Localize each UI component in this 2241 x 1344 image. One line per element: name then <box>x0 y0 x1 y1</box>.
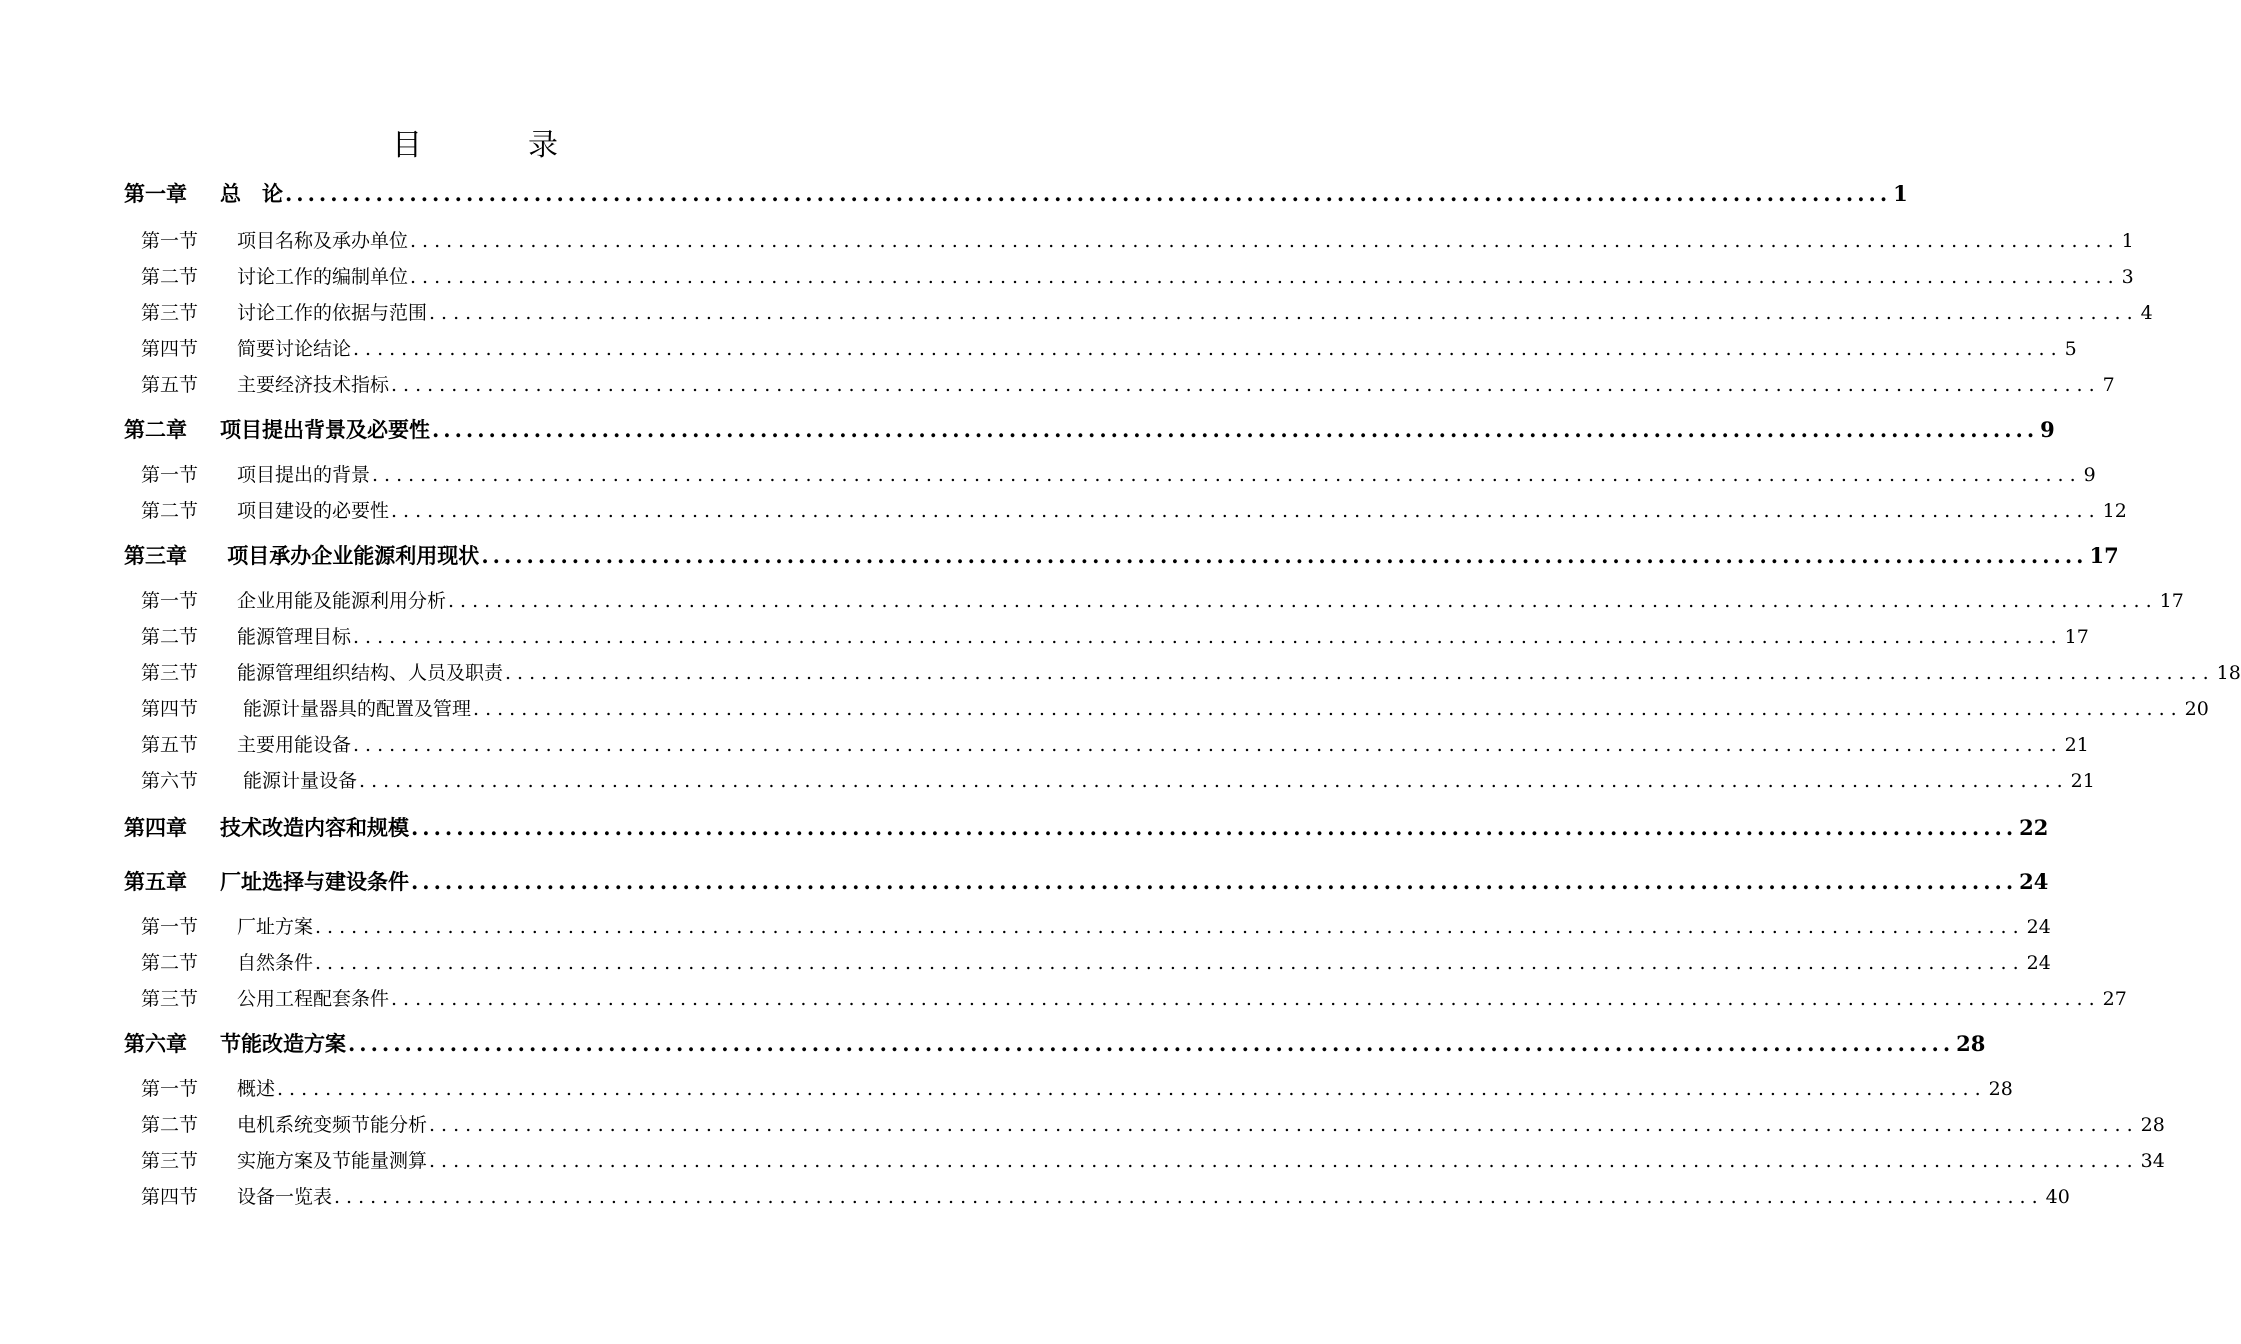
toc-leader-dots: .............................................................................................................................................. <box>429 1114 2139 1136</box>
toc-entry-label <box>141 622 351 649</box>
toc-section-entry[interactable] <box>141 1110 2165 1138</box>
toc-entry-title: 厂址选择与建设条件 <box>220 869 409 894</box>
toc-page-number: 21 <box>2064 734 2089 756</box>
toc-entry-number: 第五节 <box>141 374 199 396</box>
toc-entry-number: 第六节 <box>141 770 199 792</box>
toc-entry-title: 项目建设的必要性 <box>237 500 390 522</box>
toc-entry-label <box>141 1146 427 1173</box>
toc-leader-dots: .............................................................................................................................................. <box>410 230 2120 252</box>
toc-chapter-entry[interactable] <box>124 866 2049 896</box>
toc-entry-number: 第二章 <box>124 417 187 442</box>
toc-entry-label <box>141 766 357 793</box>
toc-page-number: 21 <box>2070 770 2095 792</box>
toc-leader-dots: .............................................................................................................................................. <box>391 988 2101 1010</box>
toc-leader-dots: .............................................................................................................................................. <box>473 698 2183 720</box>
toc-leader-dots: .............................................................................................................................................. <box>285 181 1892 206</box>
toc-page-number: 4 <box>2140 302 2153 324</box>
toc-leader-dots: .............................................................................................................................................. <box>505 662 2215 684</box>
toc-entry-number: 第三节 <box>141 662 199 684</box>
toc-page-number: 28 <box>1988 1078 2013 1100</box>
toc-entry-label <box>124 1028 346 1058</box>
toc-leader-dots: .............................................................................................................................................. <box>429 302 2139 324</box>
toc-entry-label <box>141 226 408 253</box>
toc-entry-number: 第一节 <box>141 590 199 612</box>
toc-entry-label <box>141 262 408 289</box>
toc-entry-label <box>124 178 283 208</box>
toc-leader-dots: .............................................................................................................................................. <box>391 500 2101 522</box>
toc-section-entry[interactable] <box>141 622 2089 650</box>
toc-entry-label <box>141 334 351 361</box>
toc-page-number: 20 <box>2184 698 2209 720</box>
toc-entry-number: 第三节 <box>141 1150 199 1172</box>
toc-entry-title: 电机系统变频节能分析 <box>237 1114 428 1136</box>
toc-section-entry[interactable] <box>141 1074 2013 1102</box>
toc-page-number: 18 <box>2216 662 2241 684</box>
toc-entry-title: 项目提出背景及必要性 <box>220 417 430 442</box>
toc-entry-number: 第三节 <box>141 302 199 324</box>
toc-entry-title: 厂址方案 <box>237 916 314 938</box>
toc-section-entry[interactable] <box>141 658 2241 686</box>
toc-entry-number: 第三章 <box>124 543 187 568</box>
toc-section-entry[interactable] <box>141 694 2209 722</box>
toc-entry-label <box>141 370 389 397</box>
toc-entry-title: 主要经济技术指标 <box>237 374 390 396</box>
toc-section-entry[interactable] <box>141 334 2077 362</box>
toc-page-number: 1 <box>2121 230 2134 252</box>
toc-entry-label <box>124 540 479 570</box>
toc-section-entry[interactable] <box>141 370 2115 398</box>
toc-chapter-entry[interactable] <box>124 414 2055 444</box>
toc-entry-title: 自然条件 <box>237 952 314 974</box>
toc-entry-label <box>141 1182 332 1209</box>
toc-entry-label <box>124 414 430 444</box>
toc-entry-number: 第二节 <box>141 266 199 288</box>
toc-page-number: 40 <box>2045 1186 2070 1208</box>
toc-entry-number: 第一节 <box>141 464 199 486</box>
toc-section-entry[interactable] <box>141 262 2134 290</box>
toc-entry-title: 公用工程配套条件 <box>237 988 390 1010</box>
toc-leader-dots: .............................................................................................................................................. <box>448 590 2158 612</box>
toc-leader-dots: .............................................................................................................................................. <box>348 1031 1955 1056</box>
toc-leader-dots: .............................................................................................................................................. <box>411 815 2018 840</box>
toc-leader-dots: .............................................................................................................................................. <box>353 734 2063 756</box>
toc-entry-title: 能源计量器具的配置及管理 <box>237 698 472 720</box>
toc-leader-dots: .............................................................................................................................................. <box>353 338 2063 360</box>
toc-leader-dots: .............................................................................................................................................. <box>481 543 2088 568</box>
toc-entry-label <box>124 812 409 842</box>
toc-chapter-entry[interactable] <box>124 1028 1986 1058</box>
toc-section-entry[interactable] <box>141 730 2089 758</box>
toc-entry-title: 节能改造方案 <box>220 1031 346 1056</box>
toc-entry-number: 第一节 <box>141 1078 199 1100</box>
toc-entry-number: 第五节 <box>141 734 199 756</box>
toc-entry-number: 第四节 <box>141 338 199 360</box>
toc-entry-title: 能源计量设备 <box>237 770 358 792</box>
toc-entry-label <box>124 866 409 896</box>
toc-entry-number: 第二节 <box>141 626 199 648</box>
toc-leader-dots: .............................................................................................................................................. <box>429 1150 2139 1172</box>
toc-page-number: 27 <box>2102 988 2127 1010</box>
toc-page-number: 17 <box>2159 590 2184 612</box>
toc-entry-label <box>141 658 503 685</box>
toc-entry-label <box>141 586 446 613</box>
toc-entry-number: 第二节 <box>141 500 199 522</box>
page-title: 目 录 <box>392 128 596 163</box>
toc-entry-number: 第一节 <box>141 916 199 938</box>
toc-page-number: 9 <box>2083 464 2096 486</box>
toc-entry-title: 能源管理目标 <box>237 626 352 648</box>
toc-leader-dots: .............................................................................................................................................. <box>411 869 2018 894</box>
toc-section-entry[interactable] <box>141 226 2134 254</box>
toc-entry-title: 能源管理组织结构、人员及职责 <box>237 662 504 684</box>
toc-leader-dots: .............................................................................................................................................. <box>391 374 2101 396</box>
toc-entry-label <box>141 1074 275 1101</box>
toc-entry-label <box>141 948 313 975</box>
toc-entry-number: 第一章 <box>124 181 187 206</box>
toc-entry-title: 讨论工作的编制单位 <box>237 266 409 288</box>
toc-section-entry[interactable] <box>141 496 2127 524</box>
toc-entry-number: 第四章 <box>124 815 187 840</box>
toc-entry-title: 项目承办企业能源利用现状 <box>220 543 480 568</box>
toc-leader-dots: .............................................................................................................................................. <box>277 1078 1987 1100</box>
toc-page-number: 28 <box>2140 1114 2165 1136</box>
toc-entry-label <box>141 694 471 721</box>
toc-entry-label <box>141 1110 427 1137</box>
toc-entry-title: 项目名称及承办单位 <box>237 230 409 252</box>
toc-page-number: 9 <box>2040 417 2055 442</box>
toc-entry-label <box>141 496 389 523</box>
toc-page-number: 24 <box>2026 916 2051 938</box>
toc-entry-title: 项目提出的背景 <box>237 464 371 486</box>
toc-section-entry[interactable] <box>141 948 2051 976</box>
toc-chapter-entry[interactable] <box>124 812 2049 842</box>
toc-section-entry[interactable] <box>141 298 2153 326</box>
toc-section-entry[interactable] <box>141 460 2096 488</box>
toc-page-number: 22 <box>2019 815 2049 840</box>
toc-entry-title: 实施方案及节能量测算 <box>237 1150 428 1172</box>
toc-leader-dots: .............................................................................................................................................. <box>315 916 2025 938</box>
toc-entry-title: 讨论工作的依据与范围 <box>237 302 428 324</box>
toc-entry-number: 第四节 <box>141 1186 199 1208</box>
toc-entry-label <box>141 984 389 1011</box>
toc-entry-number: 第六章 <box>124 1031 187 1056</box>
toc-section-entry[interactable] <box>141 984 2127 1012</box>
toc-page-number: 28 <box>1956 1031 1986 1056</box>
toc-chapter-entry[interactable] <box>124 540 2119 570</box>
toc-entry-label <box>141 730 351 757</box>
toc-leader-dots: .............................................................................................................................................. <box>372 464 2082 486</box>
toc-entry-number: 第二节 <box>141 1114 199 1136</box>
toc-page-number: 12 <box>2102 500 2127 522</box>
toc-section-entry[interactable] <box>141 1182 2070 1210</box>
toc-entry-number: 第二节 <box>141 952 199 974</box>
toc-entry-title: 简要讨论结论 <box>237 338 352 360</box>
toc-page-number: 17 <box>2064 626 2089 648</box>
toc-entry-title: 总 论 <box>220 181 283 206</box>
toc-entry-number: 第五章 <box>124 869 187 894</box>
toc-page-number: 24 <box>2026 952 2051 974</box>
toc-entry-number: 第三节 <box>141 988 199 1010</box>
toc-section-entry[interactable] <box>141 586 2184 614</box>
toc-entry-title: 技术改造内容和规模 <box>220 815 409 840</box>
toc-page-number: 3 <box>2121 266 2134 288</box>
toc-entry-title: 概述 <box>237 1078 276 1100</box>
toc-leader-dots: .............................................................................................................................................. <box>315 952 2025 974</box>
toc-leader-dots: .............................................................................................................................................. <box>353 626 2063 648</box>
toc-section-entry[interactable] <box>141 766 2095 794</box>
toc-leader-dots: .............................................................................................................................................. <box>334 1186 2044 1208</box>
toc-entry-number: 第四节 <box>141 698 199 720</box>
toc-entry-title: 企业用能及能源利用分析 <box>237 590 447 612</box>
toc-section-entry[interactable] <box>141 912 2051 940</box>
toc-page-number: 7 <box>2102 374 2115 396</box>
toc-page-number: 1 <box>1893 181 1908 206</box>
toc-leader-dots: .............................................................................................................................................. <box>359 770 2069 792</box>
toc-entry-number: 第一节 <box>141 230 199 252</box>
toc-page-number: 24 <box>2019 869 2049 894</box>
toc-leader-dots: .............................................................................................................................................. <box>432 417 2039 442</box>
toc-leader-dots: .............................................................................................................................................. <box>410 266 2120 288</box>
toc-section-entry[interactable] <box>141 1146 2165 1174</box>
toc-chapter-entry[interactable] <box>124 178 1908 208</box>
toc-entry-title: 设备一览表 <box>237 1186 333 1208</box>
toc-entry-title: 主要用能设备 <box>237 734 352 756</box>
toc-page-number: 17 <box>2089 543 2119 568</box>
toc-page-number: 5 <box>2064 338 2077 360</box>
toc-entry-label <box>141 460 370 487</box>
toc-entry-label <box>141 298 427 325</box>
toc-entry-label <box>141 912 313 939</box>
toc-page-number: 34 <box>2140 1150 2165 1172</box>
